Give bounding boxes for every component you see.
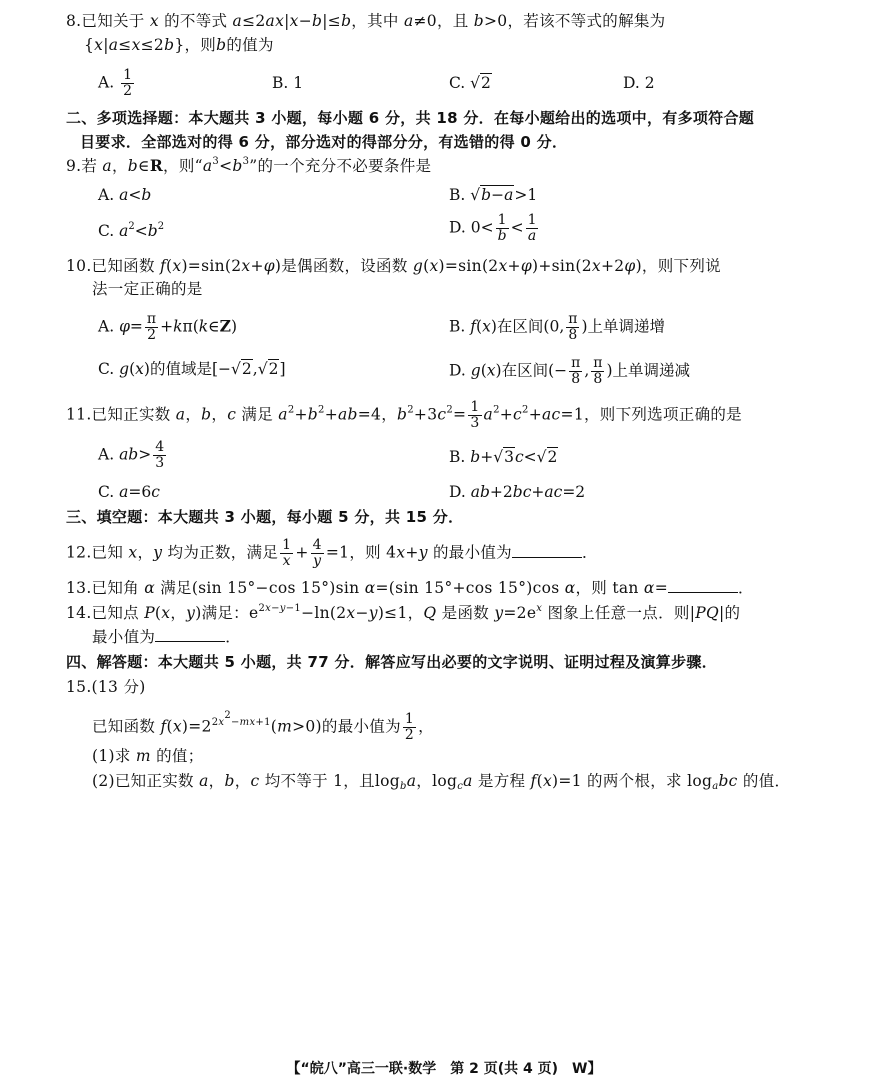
section-4-heading: 四、解答题：本大题共 5 小题，共 77 分．解答应写出必要的文字说明、证明过程及演算步骤．: [66, 653, 718, 671]
q8-option-a: A. $\frac{1}{2}$: [98, 67, 132, 99]
question-15-header: 15.(13 分): [66, 678, 146, 696]
question-10-stem-cont: 法一定正确的是: [92, 280, 203, 298]
question-10-stem: 10.已知函数 f(x)=sin(2x+φ)是偶函数，设函数 g(x)=sin(2x+φ)+sin(2x+2φ)，则下列说: [66, 257, 721, 275]
q11-option-c: C. a=6c: [98, 483, 160, 501]
question-8-stem: 8.已知关于 x 的不等式 a≤2ax|x−b|≤b，其中 a≠0，且 b>0，若该不等式的解集为: [66, 12, 666, 30]
q10-option-b: B. f(x)在区间(0, $\frac{\pi}{8}$ )上单调递增: [449, 311, 666, 343]
q9-option-c: C. $a^2<b^2$: [98, 221, 165, 240]
answer-blank[interactable]: [155, 627, 225, 642]
question-13: 13.已知角 α 满足(sin 15°−cos 15°)sin α=(sin 15°+cos 15°)cos α，则 tan α= ．: [66, 579, 754, 597]
section-2-heading: 二、多项选择题：本大题共 3 小题，每小题 6 分，共 18 分．在每小题给出的选项中，有多项符合题: [66, 109, 755, 127]
question-14-cont: 最小值为 ．: [92, 628, 242, 646]
q9-option-b: B. √b−a>1: [449, 186, 538, 204]
q8-option-d: D. 2: [623, 74, 655, 92]
fraction: $\frac{1}{2}$: [123, 67, 132, 99]
q9-option-a: A. a<b: [98, 186, 152, 204]
q10-option-a: A. φ= $\frac{\pi}{2}$ +kπ(k∈Z): [98, 311, 238, 343]
question-15-stem: 已知函数 $f(x)=2^{2x^2-mx+1}(m>0)$的最小值为 $\frac{1}{2}$ ，: [92, 709, 434, 743]
q10-option-d: D. g(x)在区间(− $\frac{\pi}{8}$ , $\frac{\pi}{8}$ )上单调递减: [449, 355, 691, 387]
question-11-stem: 11.已知正实数 a，b，c 满足 $a^2+b^2+ab=4$，$b^2+3c^2=$ $\frac{1}{3}$ $a^2+c^2+ac=1$，则下列选项正确的是: [66, 399, 742, 431]
q11-option-d: D. ab+2bc+ac=2: [449, 483, 586, 501]
answer-blank[interactable]: [512, 543, 582, 558]
q8-text: 8.已知关于: [66, 12, 145, 30]
page-footer: 【“皖八”高三一联·数学 第 2 页(共 4 页) W】: [286, 1061, 602, 1077]
section-2-heading-cont: 目要求．全部选对的得 6 分，部分选对的得部分分，有选错的得 0 分．: [80, 133, 568, 151]
q9-option-d: D. 0< $\frac{1}{b}$ < $\frac{1}{a}$: [449, 212, 537, 244]
question-15-part-2: (2)已知正实数 a，b，c 均不等于 1，且$\log_ba$，$\log_ca$ 是方程 f(x)=1 的两个根，求 $\log_abc$ 的值．: [92, 772, 791, 792]
answer-blank[interactable]: [668, 578, 738, 593]
question-12: 12.已知 x，y 均为正数，满足 $\frac{1}{x}$ + $\frac{4}{y}$ =1，则 4x+y 的最小值为 ．: [66, 537, 598, 569]
q8-option-b: B. 1: [272, 74, 304, 92]
question-14: 14.已知点 P(x，y)满足：$e^{2x-y-1}-\ln(2x-y)\le 1$，Q 是函数 $y=2e^x$ 图象上任意一点．则|PQ|的: [66, 603, 741, 622]
question-15-part-1: (1)求 m 的值；: [92, 747, 204, 765]
question-8-stem-cont: {x|a≤x≤2b}，则b的值为: [84, 36, 274, 54]
q11-option-a: A. ab> $\frac{4}{3}$: [98, 439, 165, 471]
q10-option-c: C. g(x)的值域是[−√2,√2]: [98, 360, 286, 378]
section-3-heading: 三、填空题：本大题共 3 小题，每小题 5 分，共 15 分．: [66, 508, 464, 526]
q11-option-b: B. b+√3c<√2: [449, 448, 558, 466]
question-9-stem: 9.若 a，b∈R，则“$a^3<b^3$”的一个充分不必要条件是: [66, 156, 432, 175]
q8-option-c: C. √2: [449, 74, 491, 92]
